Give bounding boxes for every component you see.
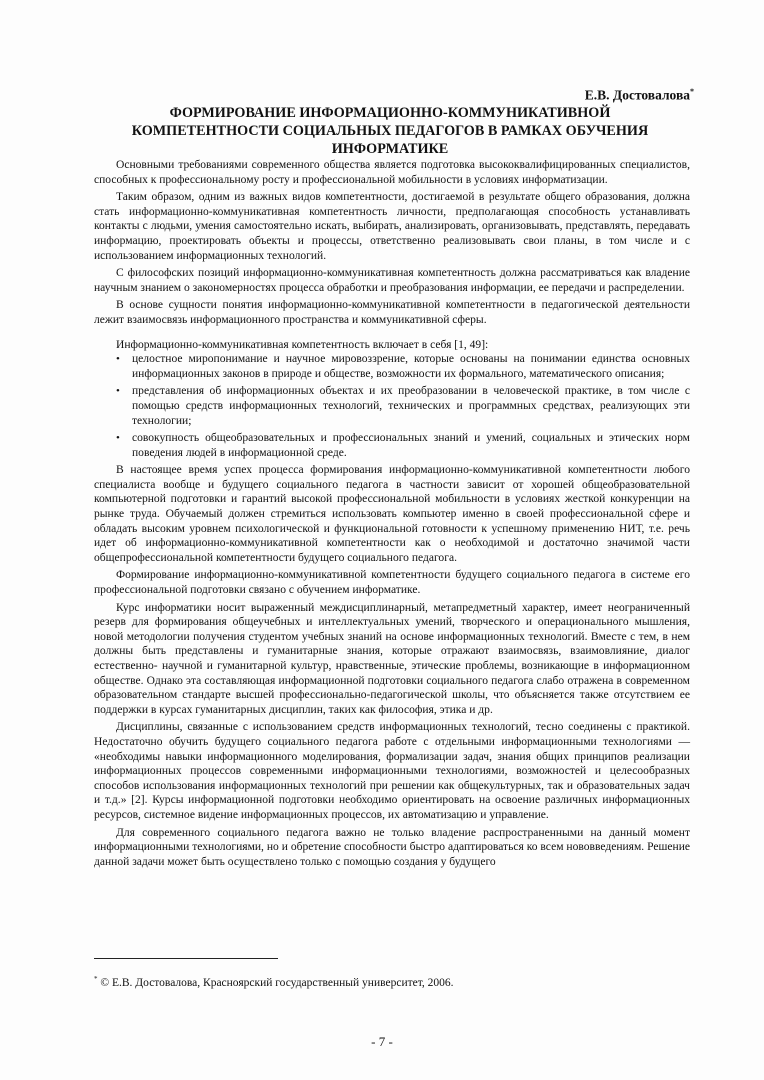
bullet-icon: •	[116, 353, 120, 366]
article-body	[94, 158, 690, 869]
footnote-text: © Е.В. Достовалова, Красноярский государственный университет, 2006.	[100, 976, 454, 989]
footnote-mark: *	[94, 975, 98, 983]
title-line: ФОРМИРОВАНИЕ ИНФОРМАЦИОННО-КОММУНИКАТИВНОЙ	[169, 105, 611, 121]
list-item-text: целостное миропонимание и научное мировоззрение, которые основаны на понимании единства основных информационных законов в природе и обществе, возможности их формального, математического описания;	[132, 353, 690, 380]
title-line: ИНФОРМАТИКЕ	[331, 141, 449, 157]
list-item	[94, 352, 690, 381]
paragraph: В основе сущности понятия информационно-коммуникативной компетентности в педагогической деятельности лежит взаимосвязь информационного пространства и коммуникативной сферы.	[94, 299, 690, 326]
author-text: Е.В. Достовалова	[584, 87, 690, 103]
bullet-icon: •	[116, 432, 120, 445]
list-item	[94, 431, 690, 460]
paragraph: Формирование информационно-коммуникативной компетентности будущего социального педагога в системе его профессиональной подготовки связано с обучением информатике.	[94, 569, 690, 597]
bullet-list	[94, 352, 690, 460]
paragraph: Таким образом, одним из важных видов компетентности, достигаемой в результате общего образования, должна стать информационно-коммуникативная компетентность личности, предполагающая способность устанавливать контакты с людьми, умения самостоятельно искать, выбирать, анализировать, организовывать, представлять, передавать информацию, проектировать объекты и процессы, ответственно реализовывать свои планы, в том числе и с использованием информационных технологий.	[94, 191, 690, 262]
paragraph: В настоящее время успех процесса формирования информационно-коммуникативной компетентности любого специалиста вообще и будущего социального педагога в частности зависит от хорошей общеобразовательной компьютерной подготовки и гарантий высокой профессиональной мобильности в условиях жесткой конкуренции на рынке труда. Обучаемый должен стремиться использовать компьютер именно в своей профессиональной сфере и обладать высоким уровнем психологической и функциональной готовности к успешному применению НИТ, т.е. речь идет об информационно-коммуникативной компетентности как о необходимой и достаточно значимой части общепрофессиональной компетентности будущего социального педагога.	[94, 464, 690, 564]
paragraph: Информационно-коммуникативная компетентность включает в себя [1, 49]:	[116, 338, 489, 351]
author-footnote-mark: *	[690, 87, 694, 96]
bullet-icon: •	[116, 385, 120, 398]
author-name	[585, 87, 694, 104]
paragraph: Дисциплины, связанные с использованием средств информационных технологий, тесно соединены с практикой. Недостаточно обучить будущего социального педагога работе с отдельными информационными технологиями — «необходимы навыки информационного моделирования, формализации задач, знания общих принципов реализации информационных процессов современными информационными технологиями, возможностей и целесообразных способов использования информационных технологий при решении как общекультурных, так и образовательных задач и т.д.» [2]. Курсы информационной подготовки необходимо ориентировать на освоение различных информационных ресурсов, системное видение информационных процессов, их автоматизацию и управление.	[94, 721, 690, 821]
paragraph: Основными требованиями современного общества является подготовка высококвалифицированных специалистов, способных к профессиональному росту и профессиональной мобильности в условиях информатизации.	[94, 159, 690, 186]
list-item-text: представления об информационных объектах и их преобразовании в человеческой практике, в том числе с помощью средств информационных технологий, технических и программных средствах, реализующих эти технологии;	[132, 385, 690, 427]
footnote-divider	[94, 958, 278, 959]
paragraph: Курс информатики носит выраженный междисциплинарный, метапредметный характер, имеет неограниченный резерв для формирования общеучебных и интеллектуальных умений, творческого и операционального мышления, новой методологии получения студентом учебных знаний на основе информационных технологий. Вместе с тем, в нем должны быть представлены и гуманитарные знания, которые отражают взаимосвязь, взаимовлияние, диалог естественно- научной и гуманитарной культур, нравственные, этические проблемы, возникающие в информационном обществе. Однако эта составляющая информационной подготовки социального педагога слабо отражена в современном образовательном стандарте высшей профессионально-педагогической школы, что объясняется также отсутствием ее поддержки в курсах гуманитарных дисциплин, таких как философия, этика и др.	[94, 601, 690, 716]
paragraph: С философских позиций информационно-коммуникативная компетентность должна рассматриваться как владение научным знанием о закономерностях процесса обработки и преобразования информации, ее передачи и распределении.	[94, 267, 690, 294]
page-number: - 7 -	[371, 1034, 393, 1049]
paragraph: Для современного социального педагога важно не только владение распространенными на данный момент информационными технологиями, но и обретение способности быстро адаптироваться ко всем нововведениям. Решение данной задачи может быть осуществлено только с помощью создания у будущего	[94, 826, 690, 868]
footnote	[94, 975, 454, 989]
article-title	[80, 104, 700, 158]
list-item-text: совокупность общеобразовательных и профессиональных знаний и умений, социальных и этических норм поведения людей в информационной среде.	[132, 432, 690, 459]
title-line: КОМПЕТЕНТНОСТИ СОЦИАЛЬНЫХ ПЕДАГОГОВ В РАМКАХ ОБУЧЕНИЯ	[131, 123, 649, 139]
list-item	[94, 384, 690, 428]
